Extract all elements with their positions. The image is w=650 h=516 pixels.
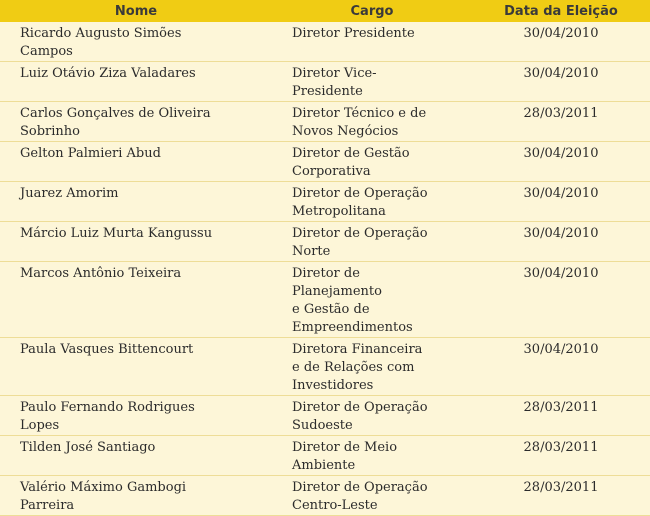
table-row <box>0 222 650 262</box>
cell-cargo-line: Ambiente <box>292 458 356 473</box>
cell-data: 30/04/2010 <box>523 186 599 201</box>
header-nome: Nome <box>114 3 158 19</box>
cell-nome <box>0 222 272 261</box>
cell-nome-line: Tilden José Santiago <box>20 440 156 455</box>
cell-nome-line: Sobrinho <box>20 124 80 139</box>
cell-nome <box>0 436 272 475</box>
cell-nome <box>0 262 272 337</box>
cell-nome-line: Juarez Amorim <box>20 186 119 201</box>
cell-nome <box>0 22 272 61</box>
cell-cargo <box>272 262 472 337</box>
cell-cargo-line: Metropolitana <box>292 204 386 219</box>
table-row <box>0 262 650 338</box>
cell-nome <box>0 396 272 435</box>
table-row <box>0 62 650 102</box>
cell-cargo-line: Diretor de Gestão <box>292 146 410 161</box>
cell-cargo <box>272 476 472 515</box>
cell-cargo-line: Sudoeste <box>292 418 353 433</box>
cell-nome-line: Lopes <box>20 418 60 433</box>
cell-nome <box>0 338 272 395</box>
cell-cargo-line: Corporativa <box>292 164 371 179</box>
cell-data: 28/03/2011 <box>523 106 599 121</box>
cell-data: 28/03/2011 <box>523 400 599 415</box>
cell-data: 28/03/2011 <box>523 480 599 495</box>
cell-cargo-line: Novos Negócios <box>292 124 399 139</box>
cell-data: 28/03/2011 <box>523 440 599 455</box>
table-header <box>0 0 650 22</box>
cell-cargo-line: Diretor de Meio <box>292 440 398 455</box>
table-row <box>0 102 650 142</box>
cell-data: 30/04/2010 <box>523 266 599 281</box>
cell-cargo <box>272 142 472 181</box>
cell-cargo <box>272 338 472 395</box>
cell-cargo-line: e Gestão de <box>292 302 370 317</box>
cell-cargo <box>272 222 472 261</box>
cell-nome-line: Paula Vasques Bittencourt <box>20 342 194 357</box>
cell-nome-line: Carlos Gonçalves de Oliveira <box>20 106 211 121</box>
cell-cargo-line: Diretor de Operação <box>292 186 428 201</box>
table-body <box>0 22 650 516</box>
cell-cargo <box>272 436 472 475</box>
cell-nome-line: Marcos Antônio Teixeira <box>20 266 182 281</box>
cell-nome-line: Márcio Luiz Murta Kangussu <box>20 226 213 241</box>
cell-nome-line: Parreira <box>20 498 75 513</box>
cell-nome-line: Luiz Otávio Ziza Valadares <box>20 66 196 81</box>
cell-cargo-line: Diretor de Operação <box>292 480 428 495</box>
cell-cargo-line: Diretor de Operação <box>292 226 428 241</box>
cell-nome-line: Ricardo Augusto Simões <box>20 26 182 41</box>
cell-data: 30/04/2010 <box>523 146 599 161</box>
cell-data: 30/04/2010 <box>523 226 599 241</box>
cell-cargo-line: Planejamento <box>292 284 382 299</box>
cell-cargo <box>272 102 472 141</box>
header-data: Data da Eleição <box>504 3 618 19</box>
cell-cargo <box>272 22 472 61</box>
cell-cargo-line: Diretor Técnico e de <box>292 106 427 121</box>
header-cargo: Cargo <box>350 3 394 19</box>
cell-cargo-line: Centro-Leste <box>292 498 378 513</box>
cell-data: 30/04/2010 <box>523 66 599 81</box>
cell-nome <box>0 62 272 101</box>
cell-nome-line: Paulo Fernando Rodrigues <box>20 400 195 415</box>
cell-cargo-line: Empreendimentos <box>292 320 413 335</box>
cell-nome-line: Valério Máximo Gambogi <box>20 480 187 495</box>
cell-data: 30/04/2010 <box>523 342 599 357</box>
cell-cargo-line: Diretora Financeira <box>292 342 423 357</box>
cell-cargo <box>272 182 472 221</box>
cell-cargo-line: Presidente <box>292 84 363 99</box>
table-row <box>0 142 650 182</box>
table-row <box>0 338 650 396</box>
cell-nome-line: Campos <box>20 44 73 59</box>
cell-cargo-line: e de Relações com <box>292 360 415 375</box>
cell-nome <box>0 102 272 141</box>
cell-cargo-line: Diretor de Operação <box>292 400 428 415</box>
cell-cargo <box>272 396 472 435</box>
cell-cargo-line: Diretor Presidente <box>292 26 415 41</box>
cell-cargo-line: Investidores <box>292 378 374 393</box>
table-row <box>0 396 650 436</box>
cell-data: 30/04/2010 <box>523 26 599 41</box>
cell-nome <box>0 476 272 515</box>
cell-cargo-line: Diretor Vice- <box>292 66 377 81</box>
cell-cargo <box>272 62 472 101</box>
cell-nome <box>0 182 272 221</box>
table-row <box>0 182 650 222</box>
table-row <box>0 22 650 62</box>
table-row <box>0 436 650 476</box>
table-row <box>0 476 650 516</box>
cell-nome <box>0 142 272 181</box>
cell-cargo-line: Diretor de <box>292 266 360 281</box>
cell-nome-line: Gelton Palmieri Abud <box>20 146 161 161</box>
cell-cargo-line: Norte <box>292 244 331 259</box>
